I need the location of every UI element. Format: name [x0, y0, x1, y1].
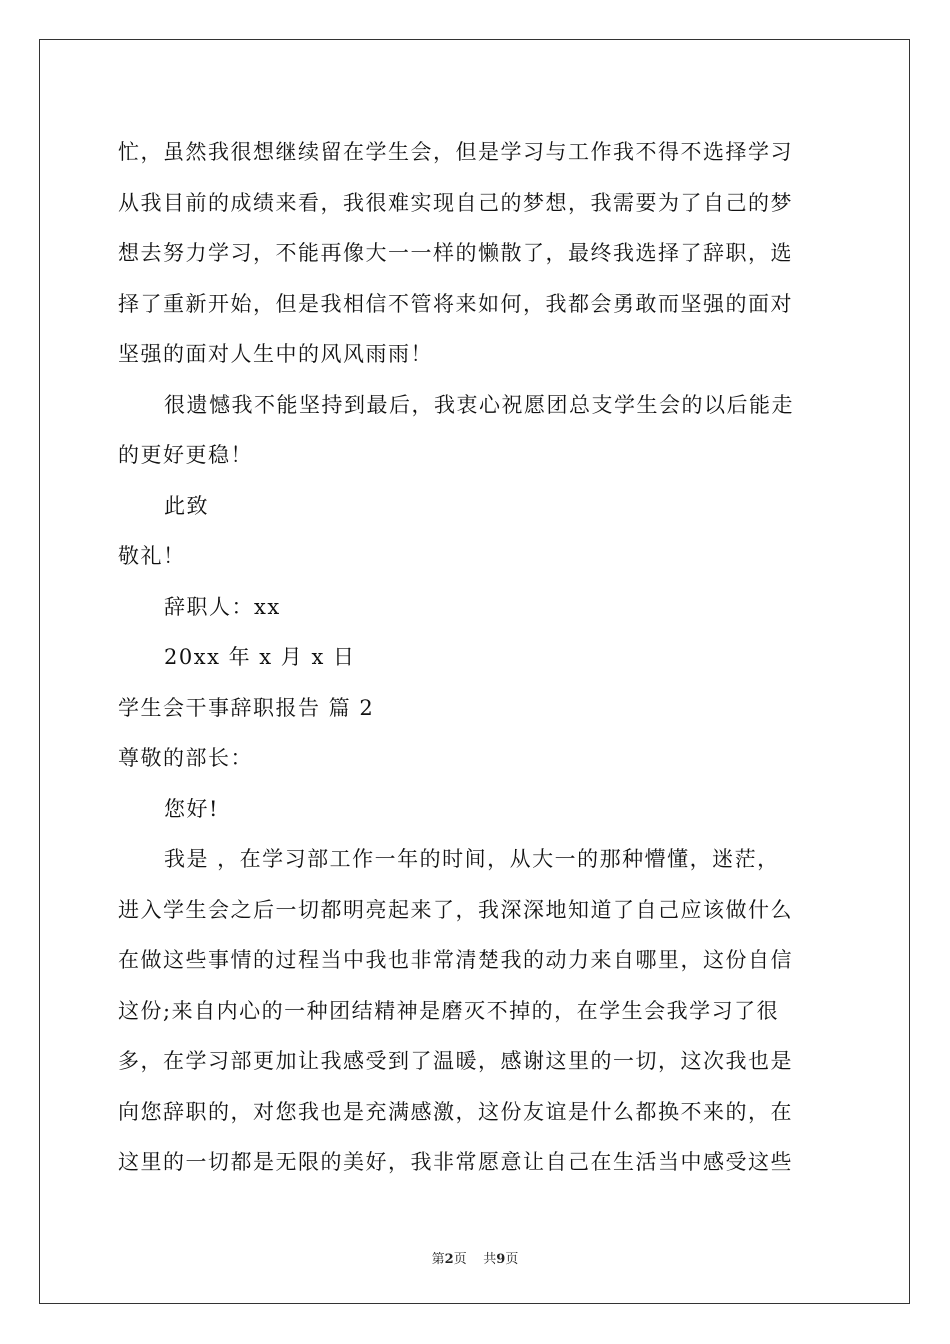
- text-line: 敬礼！: [118, 544, 186, 568]
- text-line: 您好!: [164, 796, 219, 821]
- text-line: 我是 ，在学习部工作一年的时间，从大一的那种懵懂，迷茫，: [164, 847, 780, 871]
- text-line: 向您辞职的，对您我也是充满感激，这份友谊是什么都换不来的，在: [118, 1099, 793, 1124]
- text-line: 尊敬的部长：: [118, 746, 253, 770]
- text-line: 的更好更稳！: [118, 443, 253, 467]
- footer-total-suffix: 页: [505, 1252, 519, 1267]
- text-line: 这份;来自内心的一种团结精神是磨灭不掉的，在学生会我学习了很: [118, 998, 780, 1023]
- page-footer: [0, 1248, 950, 1267]
- text-line: 从我目前的成绩来看，我很难实现自己的梦想，我需要为了自己的梦: [118, 190, 793, 215]
- text-line: 学生会干事辞职报告 篇 2: [118, 695, 375, 720]
- footer-page-total: 9: [496, 1252, 506, 1267]
- text-line: 这里的一切都是无限的美好，我非常愿意让自己在生活当中感受这些: [118, 1150, 793, 1174]
- document-body: [118, 127, 834, 1188]
- footer-page-current: 2: [444, 1252, 454, 1267]
- text-line: 在做这些事情的过程当中我也非常清楚我的动力来自哪里，这份自信: [118, 948, 793, 972]
- text-line: 此致: [164, 493, 209, 518]
- text-line: 20xx 年 x 月 x 日: [164, 645, 356, 669]
- text-line: 忙，虽然我很想继续留在学生会，但是学习与工作我不得不选择学习: [118, 140, 793, 164]
- text-line: 辞职人：xx: [164, 594, 281, 619]
- text-line: 进入学生会之后一切都明亮起来了，我深深地知道了自己应该做什么: [118, 897, 793, 922]
- footer-page-suffix: 页: [453, 1252, 467, 1267]
- footer-total-prefix: 共: [483, 1252, 497, 1267]
- text-line: 择了重新开始，但是我相信不管将来如何，我都会勇敢而坚强的面对: [118, 291, 793, 316]
- text-line: 坚强的面对人生中的风风雨雨！: [118, 342, 433, 366]
- footer-page-prefix: 第: [431, 1252, 445, 1267]
- text-line: 很遗憾我不能坚持到最后，我衷心祝愿团总支学生会的以后能走: [164, 392, 794, 417]
- text-line: 多，在学习部更加让我感受到了温暖，感谢这里的一切，这次我也是: [118, 1049, 793, 1073]
- text-line: 想去努力学习，不能再像大一一样的懒散了，最终我选择了辞职，选: [118, 241, 793, 265]
